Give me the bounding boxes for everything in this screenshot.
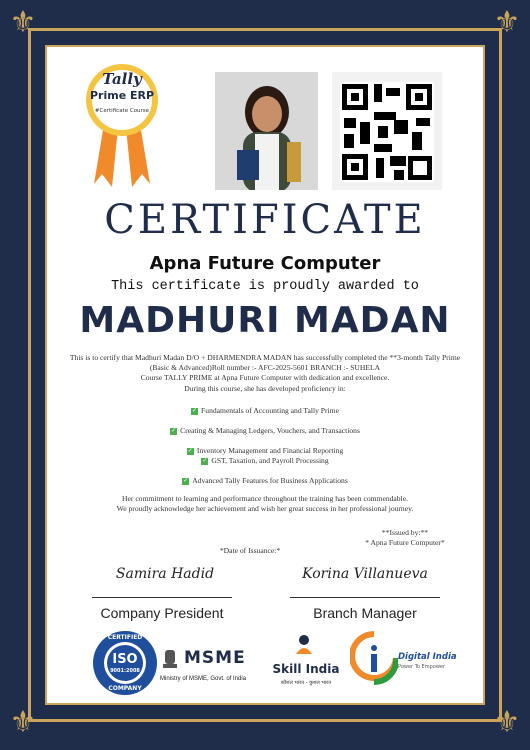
checkmark-icon: ✓ (183, 477, 189, 484)
issued-by: **Issued by:** * Apna Future Computer* (365, 528, 445, 547)
checkmark-icon: ✓ (192, 407, 198, 414)
digital-india-emblem-icon (350, 630, 398, 690)
badge-product: Prime ERP (89, 89, 155, 102)
institute-name: Apna Future Computer (149, 253, 381, 274)
checkmark-icon: ✓ (187, 447, 193, 454)
fleur-de-lis-icon: ⚜ (493, 705, 521, 740)
body-line: This is to certify that Madhuri Madan D/O + DHARMENDRA MADAN has successfully completed the **3-month Tally Prime (69, 353, 461, 362)
skill-item: ✓ Creating & Managing Ledgers, Vouchers, and Transactions (171, 426, 360, 435)
fleur-de-lis-icon: ⚜ (9, 705, 37, 740)
iso-certified-logo: CERTIFIED ISO 9001:2008 COMPANY (92, 630, 158, 696)
skill-india-logo: Skill India कौशल भारत - कुशल भारत (268, 632, 344, 696)
tally-badge (82, 62, 162, 192)
manager-role: Branch Manager (313, 605, 417, 621)
qr-code (332, 72, 442, 190)
president-role: Company President (100, 605, 224, 621)
signature-president: Samira Hadid (115, 566, 215, 582)
skill-india-emblem-icon (292, 632, 316, 656)
checkmark-icon: ✓ (202, 457, 208, 464)
signature-manager: Korina Villanueva (302, 566, 428, 582)
body-line: Course TALLY PRIME at Apna Future Computer with dedication and excellence. (140, 373, 390, 383)
skill-item: ✓ Advanced Tally Features for Business Applications (183, 476, 348, 485)
badge-brand: Tally (102, 70, 142, 88)
awarded-line: This certificate is proudly awarded to (111, 279, 419, 294)
certificate-title: CERTIFICATE (104, 197, 426, 243)
date-of-issuance: *Date of Issuance:* (219, 546, 281, 555)
certificate-body (60, 353, 470, 394)
signature-line (92, 597, 232, 598)
msme-logo: MSME Ministry of MSME, Govt. of India (160, 648, 247, 682)
checkmark-icon: ✓ (171, 427, 177, 434)
skill-item: ✓ Inventory Management and Financial Reporting (187, 446, 344, 455)
body-line: During this course, she has developed proficiency in: (184, 383, 346, 393)
student-photo (215, 72, 318, 190)
signature-line (290, 597, 440, 598)
skill-item: ✓ GST, Taxation, and Payroll Processing (202, 456, 329, 465)
emblem-icon (162, 648, 178, 672)
closing-line: We proudly acknowledge her achievement and wish her great success in her professional journey. (116, 504, 414, 514)
body-line: (Basic & Advanced)Roll number :- AFC-2025-5601 BRANCH :- SUHELA (149, 363, 381, 373)
badge-caption: #Certificate Course (94, 108, 150, 114)
fleur-de-lis-icon: ⚜ (493, 5, 521, 40)
skill-item: ✓ Fundamentals of Accounting and Tally Prime (192, 406, 339, 415)
closing-text (60, 494, 470, 514)
fleur-de-lis-icon: ⚜ (9, 5, 37, 40)
closing-line: Her commitment to learning and performance throughout the training has been commendable. (122, 494, 408, 503)
recipient-name: MADHURI MADAN (79, 300, 451, 341)
digital-india-logo: Digital India Power To Empower (350, 630, 460, 696)
